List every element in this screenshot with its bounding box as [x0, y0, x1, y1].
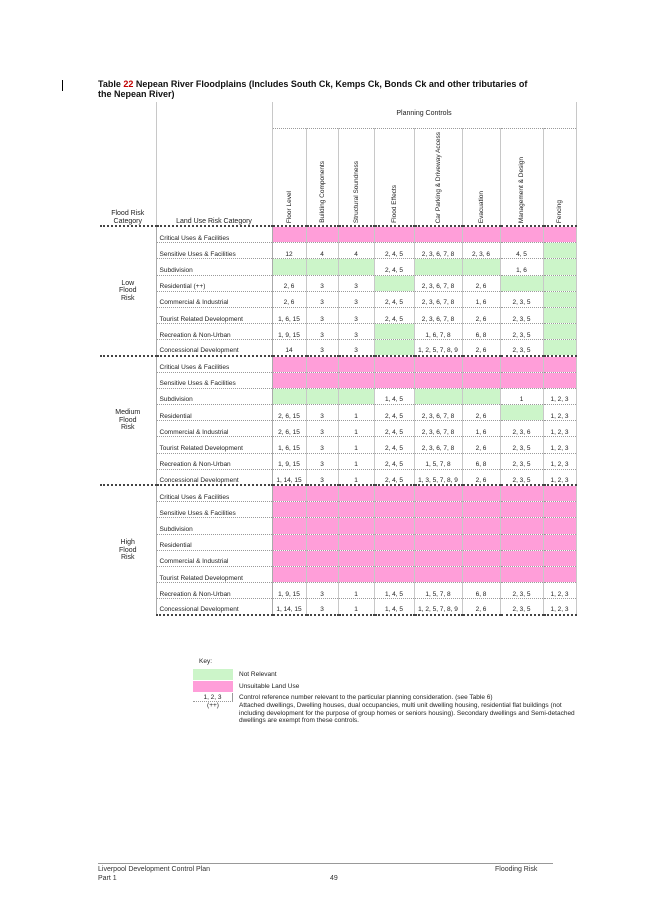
control-cell: 1	[338, 405, 374, 421]
land-use-label: Critical Uses & Facilities	[156, 485, 272, 501]
not-relevant-cell	[306, 388, 338, 404]
table-row	[100, 583, 576, 599]
control-cell: 1	[338, 453, 374, 469]
control-cell: 1, 5, 7, 8	[414, 453, 462, 469]
unsuitable-cell	[374, 518, 414, 534]
control-cell: 1	[338, 469, 374, 485]
control-cell: 2, 3, 5	[500, 469, 543, 485]
land-use-label: Residential	[156, 534, 272, 550]
not-relevant-cell	[543, 340, 576, 356]
control-cell: 1, 2, 3	[543, 388, 576, 404]
footer-left-line2: Part 1	[98, 875, 117, 882]
control-cell: 1, 4, 5	[374, 583, 414, 599]
control-cell: 1, 2, 3	[543, 599, 576, 615]
column-header-label: Structural Soundness	[352, 160, 360, 223]
unsuitable-cell	[543, 356, 576, 372]
not-relevant-cell	[543, 259, 576, 275]
column-header-label: Fencing	[556, 199, 563, 223]
control-cell: 1	[500, 388, 543, 404]
land-use-risk-category-header: Land Use Risk Category	[156, 102, 272, 226]
control-cell: 2, 3, 6, 7, 8	[414, 437, 462, 453]
control-cell: 3	[338, 324, 374, 340]
unsuitable-cell	[462, 518, 500, 534]
plusplus-sample: (++)	[207, 702, 219, 709]
flood-risk-category-header: Flood Risk Category	[100, 102, 156, 226]
control-cell: 2, 4, 5	[374, 453, 414, 469]
unsuitable-cell	[272, 566, 306, 582]
control-cell: 2, 3, 5	[500, 307, 543, 323]
unsuitable-cell	[272, 502, 306, 518]
unsuitable-cell	[543, 566, 576, 582]
change-bar	[62, 80, 63, 91]
control-cell: 2, 3, 5	[500, 599, 543, 615]
unsuitable-cell	[414, 485, 462, 501]
unsuitable-cell	[374, 550, 414, 566]
unsuitable-cell	[272, 372, 306, 388]
table-row	[100, 259, 576, 275]
land-use-label: Concessional Development	[156, 340, 272, 356]
unsuitable-cell	[272, 485, 306, 501]
plusplus-text: Attached dwellings, Dwelling houses, dual occupancies, multi unit dwelling housing, residential flat buildings (not including development for the purpose of group homes or seniors housing). Secondary dwellings and Semi-detached dwellings are exempt from these controls.	[239, 702, 575, 724]
control-cell: 2, 6	[462, 275, 500, 291]
not-relevant-cell	[272, 259, 306, 275]
unsuitable-cell	[500, 226, 543, 242]
table-row	[100, 502, 576, 518]
control-cell: 3	[306, 453, 338, 469]
unsuitable-cell	[272, 356, 306, 372]
planning-controls-table-wrap	[100, 102, 577, 616]
column-header	[500, 128, 543, 226]
column-header	[462, 128, 500, 226]
unsuitable-cell	[338, 518, 374, 534]
table-row	[100, 599, 576, 615]
unsuitable-cell	[462, 550, 500, 566]
table-row	[100, 518, 576, 534]
control-cell: 6, 8	[462, 583, 500, 599]
control-cell: 1, 2, 3	[543, 405, 576, 421]
unsuitable-cell	[338, 566, 374, 582]
control-cell: 2, 6	[462, 599, 500, 615]
control-cell: 3	[306, 275, 338, 291]
unsuitable-cell	[374, 566, 414, 582]
not-relevant-cell	[306, 259, 338, 275]
land-use-label: Commercial & Industrial	[156, 291, 272, 307]
control-cell: 2, 6	[462, 469, 500, 485]
table-row	[100, 421, 576, 437]
control-cell: 14	[272, 340, 306, 356]
unsuitable-cell	[500, 534, 543, 550]
unsuitable-cell	[462, 485, 500, 501]
unsuitable-cell	[414, 356, 462, 372]
control-cell: 3	[306, 405, 338, 421]
table-row	[100, 485, 576, 501]
unsuitable-cell	[306, 534, 338, 550]
control-cell: 2, 4, 5	[374, 243, 414, 259]
not-relevant-cell	[374, 340, 414, 356]
table-row	[100, 275, 576, 291]
control-cell: 2, 6	[462, 340, 500, 356]
unsuitable-cell	[306, 550, 338, 566]
table-row	[100, 356, 576, 372]
table-row	[100, 307, 576, 323]
table-row	[100, 243, 576, 259]
control-cell: 2, 6	[272, 275, 306, 291]
column-header	[306, 128, 338, 226]
not-relevant-cell	[543, 243, 576, 259]
unsuitable-cell	[306, 502, 338, 518]
unsuitable-cell	[272, 534, 306, 550]
unsuitable-cell	[500, 518, 543, 534]
control-cell: 2, 4, 5	[374, 421, 414, 437]
column-header	[272, 128, 306, 226]
unsuitable-cell	[543, 226, 576, 242]
not-relevant-cell	[500, 275, 543, 291]
unsuitable-cell	[500, 485, 543, 501]
land-use-label: Recreation & Non-Urban	[156, 453, 272, 469]
unsuitable-cell	[414, 534, 462, 550]
table-title	[98, 79, 538, 99]
control-cell: 1, 6	[500, 259, 543, 275]
control-cell: 2, 4, 5	[374, 259, 414, 275]
control-cell: 3	[306, 599, 338, 615]
land-use-label: Concessional Development	[156, 469, 272, 485]
table-row	[100, 324, 576, 340]
control-cell: 12	[272, 243, 306, 259]
control-cell: 2, 3, 5	[500, 453, 543, 469]
unsuitable-cell	[338, 356, 374, 372]
control-cell: 3	[306, 469, 338, 485]
control-cell: 3	[306, 421, 338, 437]
unsuitable-cell	[306, 566, 338, 582]
table-row	[100, 291, 576, 307]
control-cell: 2, 6	[462, 307, 500, 323]
flood-risk-category: High Flood Risk	[100, 485, 156, 615]
control-cell: 1, 6, 15	[272, 437, 306, 453]
control-cell: 3	[306, 307, 338, 323]
control-cell: 1, 4, 5	[374, 388, 414, 404]
unsuitable-cell	[306, 356, 338, 372]
not-relevant-text: Not Relevant	[239, 671, 277, 678]
key-label: Key:	[199, 658, 213, 665]
land-use-label: Sensitive Uses & Facilities	[156, 502, 272, 518]
not-relevant-cell	[543, 307, 576, 323]
control-cell: 3	[306, 437, 338, 453]
control-cell: 1, 6, 15	[272, 307, 306, 323]
column-header-label: Building Components	[318, 161, 326, 223]
land-use-label: Subdivision	[156, 518, 272, 534]
unsuitable-swatch	[193, 681, 233, 692]
planning-controls-table	[100, 102, 577, 616]
column-header-label: Evacuation	[477, 190, 485, 223]
control-cell: 4	[338, 243, 374, 259]
flood-risk-category: Low Flood Risk	[100, 226, 156, 356]
control-cell: 3	[306, 324, 338, 340]
land-use-label: Residential (++)	[156, 275, 272, 291]
unsuitable-cell	[462, 356, 500, 372]
land-use-label: Recreation & Non-Urban	[156, 324, 272, 340]
unsuitable-cell	[543, 502, 576, 518]
unsuitable-cell	[414, 566, 462, 582]
control-cell: 2, 3, 6, 7, 8	[414, 243, 462, 259]
control-cell: 1, 6	[462, 291, 500, 307]
footer-rule	[98, 863, 553, 864]
unsuitable-cell	[338, 502, 374, 518]
control-cell: 3	[306, 583, 338, 599]
table-row	[100, 453, 576, 469]
not-relevant-cell	[338, 259, 374, 275]
table-row	[100, 566, 576, 582]
not-relevant-cell	[543, 291, 576, 307]
unsuitable-cell	[543, 372, 576, 388]
unsuitable-cell	[414, 502, 462, 518]
unsuitable-cell	[462, 372, 500, 388]
land-use-label: Subdivision	[156, 259, 272, 275]
land-use-label: Commercial & Industrial	[156, 550, 272, 566]
title-text: Nepean River Floodplains (Includes South Ck, Kemps Ck, Bonds Ck and other tributaries of the Nepean River)	[98, 79, 528, 99]
table-row	[100, 437, 576, 453]
unsuitable-cell	[543, 534, 576, 550]
not-relevant-cell	[272, 388, 306, 404]
control-cell: 2, 6, 15	[272, 421, 306, 437]
control-cell: 1, 3, 5, 7, 8, 9	[414, 469, 462, 485]
unsuitable-cell	[462, 566, 500, 582]
control-cell: 2, 3, 6, 7, 8	[414, 307, 462, 323]
unsuitable-text: Unsuitable Land Use	[239, 683, 300, 690]
unsuitable-cell	[414, 226, 462, 242]
control-cell: 1, 2, 3	[543, 453, 576, 469]
unsuitable-cell	[543, 485, 576, 501]
control-cell: 2, 3, 6, 7, 8	[414, 275, 462, 291]
control-cell: 3	[338, 291, 374, 307]
unsuitable-cell	[306, 518, 338, 534]
footer-right: Flooding Risk	[495, 866, 538, 873]
not-relevant-cell	[338, 388, 374, 404]
control-cell: 1, 2, 5, 7, 8, 9	[414, 340, 462, 356]
unsuitable-cell	[462, 502, 500, 518]
column-header	[374, 128, 414, 226]
header-row-1	[100, 102, 576, 128]
unsuitable-cell	[306, 226, 338, 242]
control-cell: 1, 9, 15	[272, 583, 306, 599]
land-use-label: Critical Uses & Facilities	[156, 356, 272, 372]
control-cell: 2, 6	[462, 437, 500, 453]
land-use-label: Concessional Development	[156, 599, 272, 615]
not-relevant-cell	[462, 388, 500, 404]
control-cell: 1	[338, 421, 374, 437]
unsuitable-cell	[414, 518, 462, 534]
unsuitable-cell	[306, 485, 338, 501]
unsuitable-cell	[414, 372, 462, 388]
column-header	[414, 128, 462, 226]
unsuitable-cell	[543, 518, 576, 534]
not-relevant-cell	[462, 259, 500, 275]
control-cell: 2, 6	[462, 405, 500, 421]
control-cell: 3	[306, 340, 338, 356]
control-cell: 3	[306, 291, 338, 307]
title-number: 22	[123, 79, 134, 89]
unsuitable-cell	[500, 550, 543, 566]
control-cell: 1	[338, 437, 374, 453]
land-use-label: Commercial & Industrial	[156, 421, 272, 437]
unsuitable-cell	[500, 566, 543, 582]
unsuitable-cell	[272, 550, 306, 566]
land-use-label: Critical Uses & Facilities	[156, 226, 272, 242]
land-use-label: Sensitive Uses & Facilities	[156, 243, 272, 259]
control-cell: 1, 6	[462, 421, 500, 437]
footer-page-number: 49	[330, 875, 338, 882]
control-cell: 2, 4, 5	[374, 437, 414, 453]
key-legend	[193, 658, 593, 742]
unsuitable-cell	[500, 502, 543, 518]
table-row	[100, 534, 576, 550]
control-cell: 1	[338, 599, 374, 615]
control-cell: 3	[338, 307, 374, 323]
control-cell: 2, 3, 5	[500, 324, 543, 340]
control-cell: 2, 4, 5	[374, 291, 414, 307]
control-cell: 2, 3, 6, 7, 8	[414, 291, 462, 307]
control-cell: 2, 3, 5	[500, 583, 543, 599]
control-cell: 1, 6, 7, 8	[414, 324, 462, 340]
unsuitable-cell	[338, 534, 374, 550]
control-cell: 1	[338, 583, 374, 599]
control-cell: 1, 2, 3	[543, 469, 576, 485]
unsuitable-cell	[306, 372, 338, 388]
unsuitable-cell	[500, 372, 543, 388]
unsuitable-cell	[374, 226, 414, 242]
control-cell: 2, 4, 5	[374, 405, 414, 421]
column-header-label: Car Parking & Driveway Access	[434, 131, 442, 223]
control-cell: 2, 3, 5	[500, 340, 543, 356]
table-row	[100, 372, 576, 388]
control-cell: 2, 3, 6	[500, 421, 543, 437]
control-cell: 2, 3, 6, 7, 8	[414, 421, 462, 437]
unsuitable-cell	[414, 550, 462, 566]
not-relevant-cell	[543, 324, 576, 340]
unsuitable-cell	[543, 550, 576, 566]
unsuitable-cell	[272, 226, 306, 242]
unsuitable-cell	[338, 550, 374, 566]
control-cell: 1, 14, 15	[272, 469, 306, 485]
planning-controls-header: Planning Controls	[272, 102, 576, 128]
unsuitable-cell	[338, 485, 374, 501]
not-relevant-cell	[414, 259, 462, 275]
not-relevant-cell	[543, 275, 576, 291]
column-header-label: Management & Design	[518, 156, 525, 223]
land-use-label: Residential	[156, 405, 272, 421]
flood-risk-category: Medium Flood Risk	[100, 356, 156, 486]
column-header-label: Floor Level	[285, 190, 293, 223]
land-use-label: Tourist Related Development	[156, 566, 272, 582]
control-cell: 2, 3, 6	[462, 243, 500, 259]
control-cell: 1, 9, 15	[272, 324, 306, 340]
control-cell: 2, 6	[272, 291, 306, 307]
control-cell: 6, 8	[462, 324, 500, 340]
unsuitable-cell	[500, 356, 543, 372]
not-relevant-cell	[374, 324, 414, 340]
table-row	[100, 550, 576, 566]
land-use-label: Tourist Related Development	[156, 437, 272, 453]
control-cell: 1, 2, 3	[543, 437, 576, 453]
table-row	[100, 226, 576, 242]
unsuitable-cell	[374, 534, 414, 550]
control-cell: 6, 8	[462, 453, 500, 469]
control-ref-text: Control reference number relevant to the particular planning consideration. (see Table 6)	[239, 694, 493, 701]
unsuitable-cell	[338, 226, 374, 242]
land-use-label: Subdivision	[156, 388, 272, 404]
control-cell: 4	[306, 243, 338, 259]
land-use-label: Recreation & Non-Urban	[156, 583, 272, 599]
column-header-label: Flood Effects	[390, 185, 398, 223]
table-row	[100, 469, 576, 485]
control-cell: 1, 5, 7, 8	[414, 583, 462, 599]
unsuitable-cell	[338, 372, 374, 388]
unsuitable-cell	[374, 485, 414, 501]
control-cell: 1, 9, 15	[272, 453, 306, 469]
title-prefix: Table	[98, 79, 124, 89]
not-relevant-cell	[500, 405, 543, 421]
control-cell: 2, 3, 5	[500, 291, 543, 307]
land-use-label: Sensitive Uses & Facilities	[156, 372, 272, 388]
control-cell: 2, 3, 5	[500, 437, 543, 453]
control-cell: 2, 4, 5	[374, 307, 414, 323]
unsuitable-cell	[374, 356, 414, 372]
not-relevant-cell	[414, 388, 462, 404]
column-header	[338, 128, 374, 226]
control-cell: 1, 2, 3	[543, 421, 576, 437]
unsuitable-cell	[374, 372, 414, 388]
not-relevant-swatch	[193, 669, 233, 680]
table-row	[100, 405, 576, 421]
control-cell: 2, 3, 6, 7, 8	[414, 405, 462, 421]
unsuitable-cell	[462, 226, 500, 242]
not-relevant-cell	[374, 275, 414, 291]
control-cell: 1, 14, 15	[272, 599, 306, 615]
table-row	[100, 340, 576, 356]
land-use-label: Tourist Related Development	[156, 307, 272, 323]
unsuitable-cell	[272, 518, 306, 534]
footer-left-line1: Liverpool Development Control Plan	[98, 866, 211, 873]
control-cell: 2, 6, 15	[272, 405, 306, 421]
control-cell: 2, 4, 5	[374, 469, 414, 485]
column-header	[543, 128, 576, 226]
control-ref-sample: 1, 2, 3	[193, 693, 233, 702]
table-row	[100, 388, 576, 404]
control-cell: 1, 2, 5, 7, 8, 9	[414, 599, 462, 615]
control-cell: 3	[338, 340, 374, 356]
control-cell: 4, 5	[500, 243, 543, 259]
control-cell: 1, 4, 5	[374, 599, 414, 615]
control-cell: 1, 2, 3	[543, 583, 576, 599]
control-cell: 3	[338, 275, 374, 291]
unsuitable-cell	[462, 534, 500, 550]
unsuitable-cell	[374, 502, 414, 518]
